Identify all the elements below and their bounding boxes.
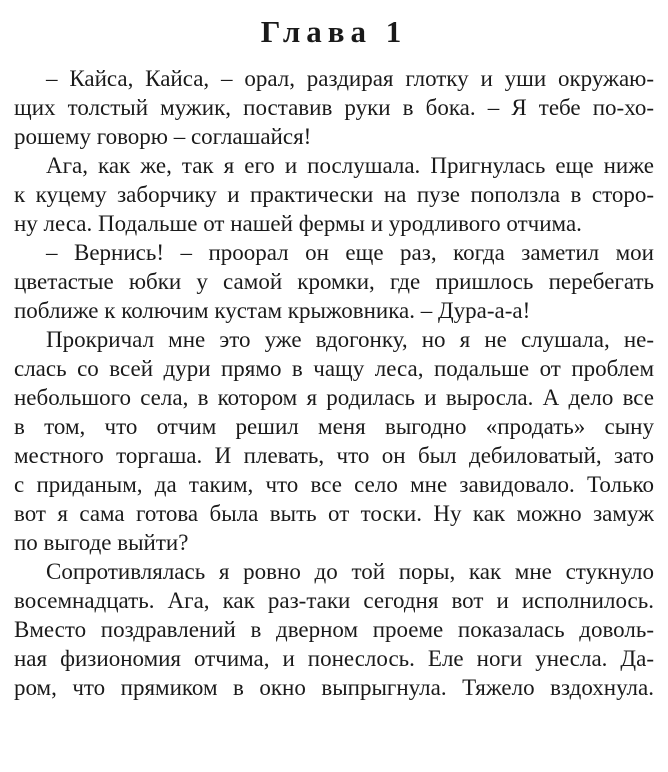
text-line: ну леса. Подальше от нашей фермы и уродливого отчима. (14, 211, 582, 236)
text-line: Прокричал мне это уже вдогонку, но я не слушала, не- (46, 327, 654, 352)
text-line: ром, что прямиком в окно выпрыгнула. Тяжело вздохнула. (14, 675, 654, 700)
chapter-title: Глава 1 (260, 14, 408, 49)
text-line: слась со всей дури прямо в чащу леса, подальше от проблем (14, 356, 654, 381)
paragraph (14, 557, 654, 702)
book-page (14, 0, 654, 702)
text-line: цветастые юбки у самой кромки, где пришлось перебегать (14, 269, 654, 294)
text-line: Сопротивлялась я ровно до той поры, как мне стукнуло (46, 559, 654, 584)
text-line: к куцему заборчику и практически на пузе поползла в сторо- (14, 182, 654, 207)
text-line: ная физиономия отчима, и понеслось. Еле ноги унесла. Да- (14, 646, 654, 671)
text-line: восемнадцать. Ага, как раз-таки сегодня вот и исполнилось. (14, 588, 654, 613)
text-line: – Кайса, Кайса, – орал, раздирая глотку и уши окружаю- (46, 66, 654, 91)
text-line: Ага, как же, так я его и послушала. Пригнулась еще ниже (46, 153, 654, 178)
paragraph (14, 64, 654, 151)
text-line: вот я сама готова была выть от тоски. Ну как можно замуж (14, 501, 654, 526)
text-line: небольшого села, в котором я родилась и выросла. А дело все (14, 385, 654, 410)
text-line: местного торгаша. И плевать, что он был дебиловатый, зато (14, 443, 654, 468)
text-line: в том, что отчим решил меня выгодно «продать» сыну (14, 414, 654, 439)
text-line: поближе к колючим кустам крыжовника. – Дура-а-а! (14, 298, 531, 323)
text-line: рошему говорю – соглашайся! (14, 124, 312, 149)
text-line: – Вернись! – проорал он еще раз, когда заметил мои (46, 240, 654, 265)
paragraph (14, 325, 654, 557)
paragraph (14, 238, 654, 325)
text-line: по выгоде выйти? (14, 530, 189, 555)
paragraph (14, 151, 654, 238)
text-line: Вместо поздравлений в дверном проеме показалась доволь- (14, 617, 654, 642)
text-line: с приданым, да таким, что все село мне завидовало. Только (14, 472, 654, 497)
text-line: щих толстый мужик, поставив руки в бока. – Я тебе по-хо- (14, 95, 654, 120)
